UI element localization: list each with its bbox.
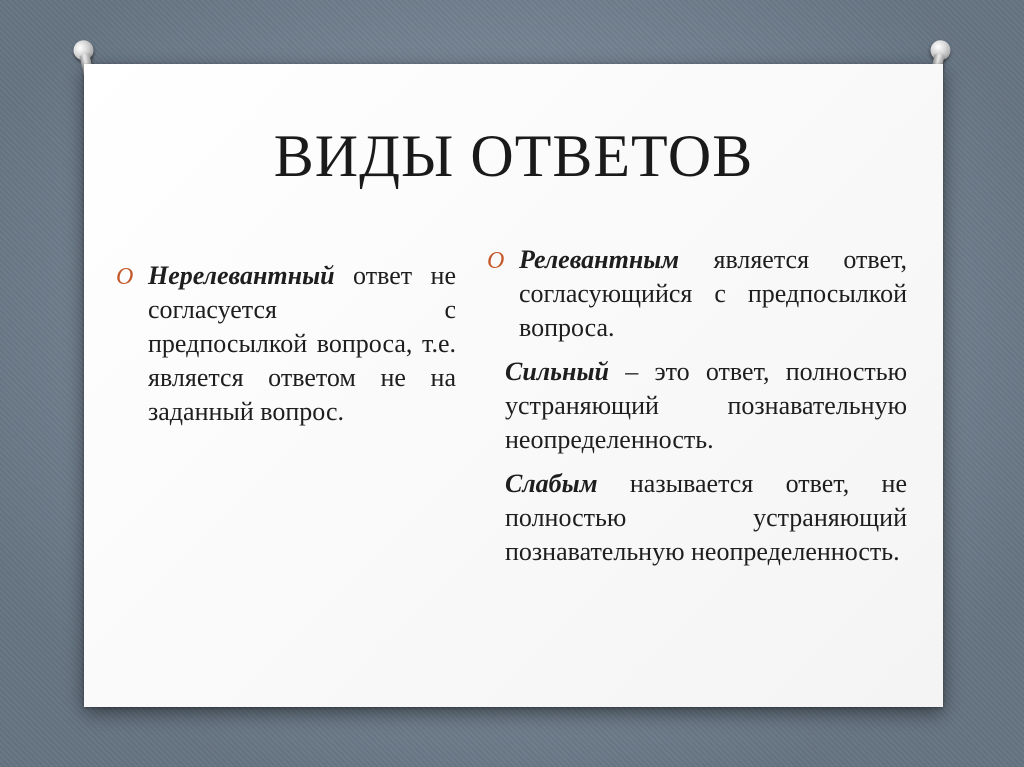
definition-weak: называется ответ, не полностью устраняющий познавательную неопределенность. xyxy=(505,469,908,566)
term-strong: Сильный xyxy=(505,357,609,386)
bullet-icon: O xyxy=(116,264,134,290)
bullet-irrelevant xyxy=(116,259,456,429)
paragraph-strong xyxy=(487,355,907,457)
term-irrelevant: Нерелевантный xyxy=(148,261,335,290)
definition-irrelevant: ответ не согласуется с предпосылкой вопроса, т.е. является ответом не на заданный вопрос. xyxy=(148,261,457,426)
right-column xyxy=(487,243,907,569)
term-relevant: Релевантным xyxy=(519,245,680,274)
slide-title: ВИДЫ ОТВЕТОВ xyxy=(273,123,754,189)
term-weak: Слабым xyxy=(505,469,598,498)
paragraph-weak xyxy=(487,467,907,569)
slide-card xyxy=(84,64,943,707)
bullet-relevant xyxy=(487,243,907,345)
bullet-icon: O xyxy=(487,248,505,274)
left-column xyxy=(116,259,456,429)
bullet-relevant-text xyxy=(519,243,907,345)
bullet-irrelevant-text xyxy=(148,259,456,429)
definition-relevant: является ответ, согласующийся с предпосылкой вопроса. xyxy=(519,245,907,342)
definition-strong: – это ответ, полностью устраняющий познавательную неопределенность. xyxy=(505,357,908,454)
